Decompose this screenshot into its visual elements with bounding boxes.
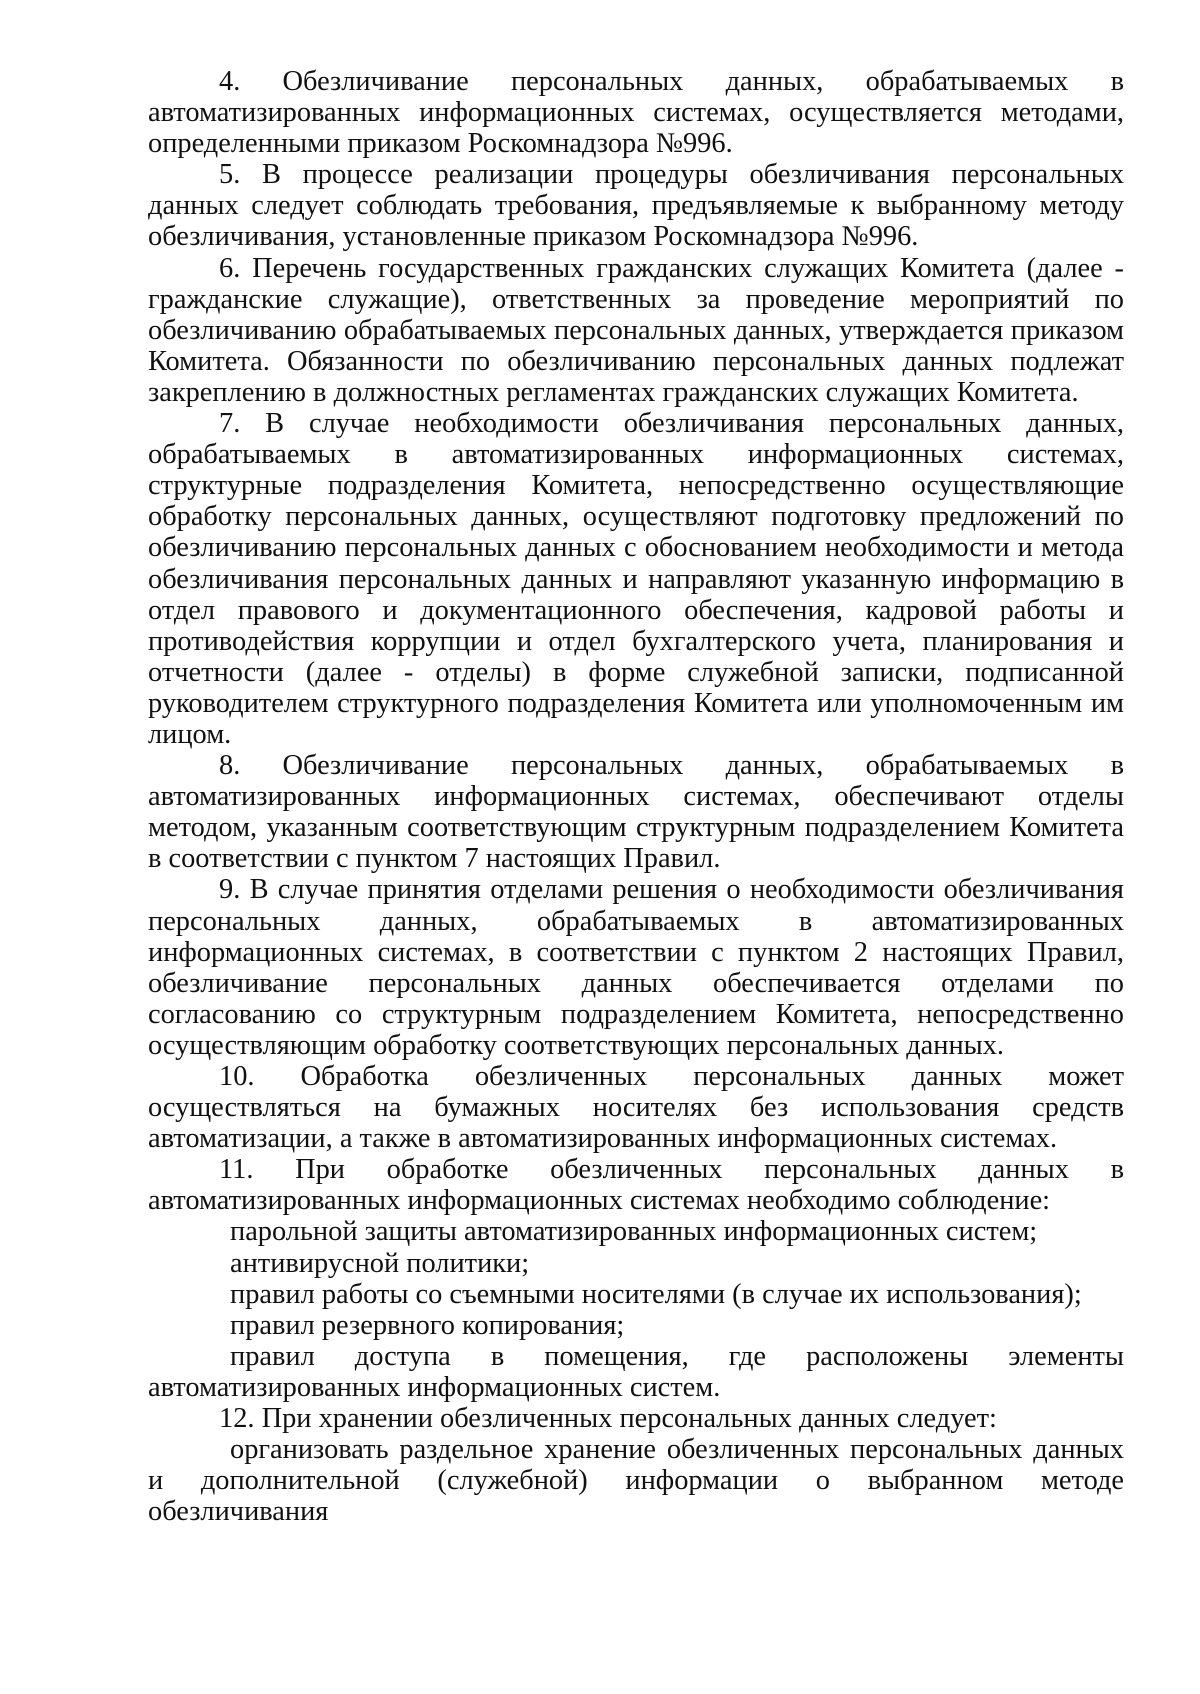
list-item-removable-media: правил работы со съемными носителями (в случае их использования);	[230, 1278, 1082, 1310]
paragraph-6: 6. Перечень государственных гражданских служащих Комитета (далее - гражданские служащие), ответственных за проведение мероприятий по обезличиванию обрабатываемых персональных данных, утверждается приказом Комитета. Обязанности по обезличиванию персональных данных подлежат закреплению в должностных регламентах гражданских служащих Комитета.	[148, 252, 1124, 408]
paragraph-10: 10. Обработка обезличенных персональных данных может осуществляться на бумажных носителях без использования средств автоматизации, а также в автоматизированных информационных системах.	[148, 1061, 1124, 1155]
document-page	[148, 66, 1124, 1676]
paragraph-12-item: организовать раздельное хранение обезличенных персональных данных и дополнительной (служебной) информации о выбранном методе обезличивания	[148, 1434, 1124, 1528]
list-item-premises-access: правил доступа в помещения, где расположены элементы автоматизированных информационных систем.	[148, 1340, 1124, 1403]
paragraph-12: 12. При хранении обезличенных персональных данных следует:	[219, 1403, 997, 1435]
list-item-antivirus-policy: антивирусной политики;	[230, 1247, 530, 1279]
list-item-backup-rules: правил резервного копирования;	[230, 1309, 625, 1341]
paragraph-11: 11. При обработке обезличенных персональных данных в автоматизированных информационных системах необходимо соблюдение:	[148, 1154, 1124, 1217]
paragraph-5: 5. В процессе реализации процедуры обезличивания персональных данных следует соблюдать требования, предъявляемые к выбранному методу обезличивания, установленные приказом Роскомнадзора №996.	[148, 159, 1124, 253]
paragraph-4: 4. Обезличивание персональных данных, обрабатываемых в автоматизированных информационных системах, осуществляется методами, определенными приказом Роскомнадзора №996.	[148, 66, 1124, 160]
paragraph-7: 7. В случае необходимости обезличивания персональных данных, обрабатываемых в автоматизированных информационных системах, структурные подразделения Комитета, непосредственно осуществляющие обработку персональных данных, осуществляют подготовку предложений по обезличиванию персональных данных с обоснованием необходимости и метода обезличивания персональных данных и направляют указанную информацию в отдел правового и документационного обеспечения, кадровой работы и противодействия коррупции и отдел бухгалтерского учета, планирования и отчетности (далее - отделы) в форме служебной записки, подписанной руководителем структурного подразделения Комитета или уполномоченным им лицом.	[148, 408, 1124, 750]
paragraph-9: 9. В случае принятия отделами решения о необходимости обезличивания персональных данных, обрабатываемых в автоматизированных информационных системах, в соответствии с пунктом 2 настоящих Правил, обезличивание персональных данных обеспечивается отделами по согласованию со структурным подразделением Комитета, непосредственно осуществляющим обработку соответствующих персональных данных.	[148, 874, 1124, 1061]
paragraph-8: 8. Обезличивание персональных данных, обрабатываемых в автоматизированных информационных системах, обеспечивают отделы методом, указанным соответствующим структурным подразделением Комитета в соответствии с пунктом 7 настоящих Правил.	[148, 750, 1124, 875]
list-item-password-protection: парольной защиты автоматизированных информационных систем;	[230, 1216, 1038, 1248]
